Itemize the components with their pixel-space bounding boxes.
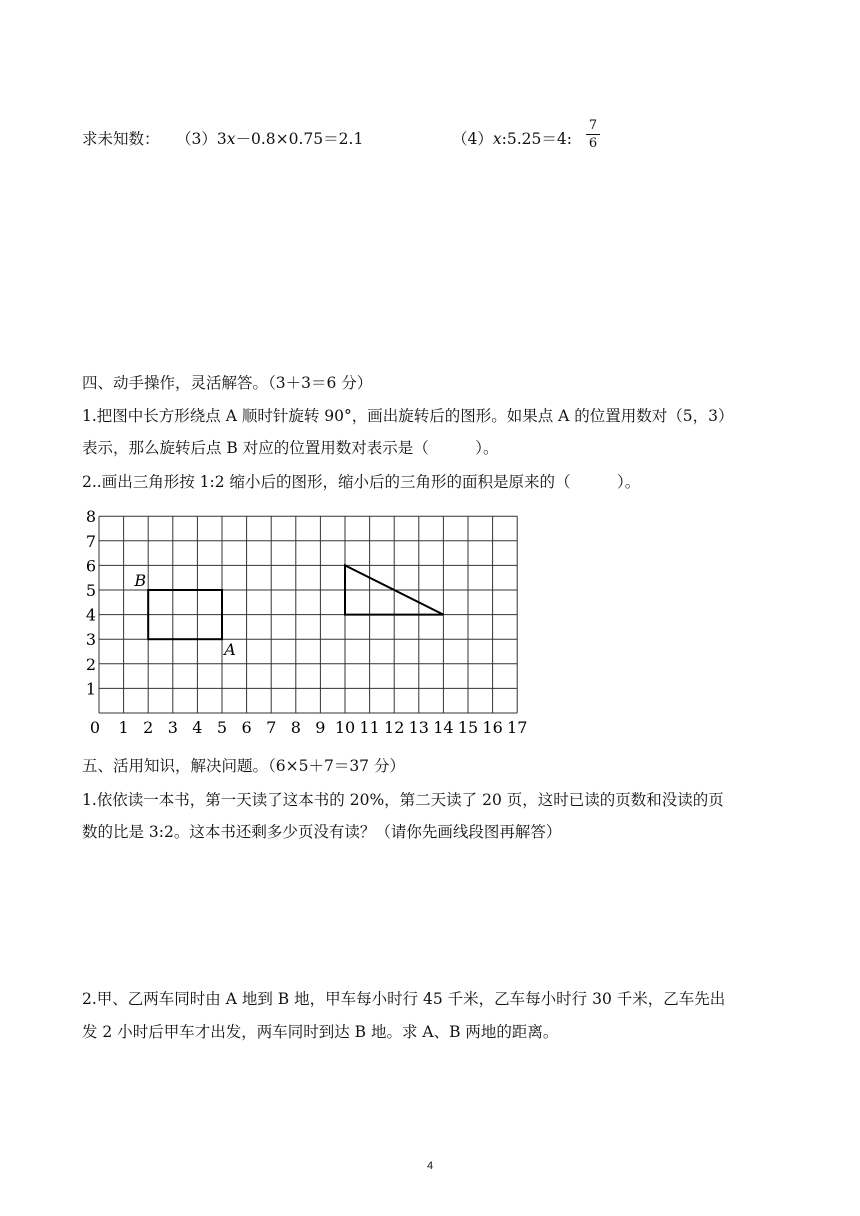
tick-labels xyxy=(86,507,527,737)
x-tick-label: 6 xyxy=(241,718,252,737)
x-tick-label: 7 xyxy=(266,718,277,737)
fraction-denominator: 6 xyxy=(588,136,598,151)
x-tick-label: 5 xyxy=(216,718,228,737)
y-tick-label: 5 xyxy=(85,581,97,600)
section4-heading: 四、动手操作，灵活解答。（3＋3＝6 分） xyxy=(82,374,373,392)
shapes xyxy=(133,565,443,659)
section5-q1-line2: 数的比是 3:2。这本书还剩多少页没有读？（请你先画线段图再解答） xyxy=(82,823,562,841)
x-tick-label: 2 xyxy=(143,718,154,737)
y-tick-label: 3 xyxy=(85,630,97,650)
y-tick-label: 7 xyxy=(85,531,97,551)
x-tick-label: 17 xyxy=(507,718,528,737)
x-tick-label: 13 xyxy=(408,718,429,737)
section4-q1-line2: 表示，那么旋转后点 B 对应的位置用数对表示是（ ）。 xyxy=(82,439,499,457)
equations-prefix: 求未知数： xyxy=(82,130,160,148)
equation-4-label: （4） xyxy=(452,130,493,148)
point-label-a: A xyxy=(224,640,236,660)
equation-3-coef: 3 xyxy=(216,130,227,148)
y-tick-label: 2 xyxy=(85,654,97,674)
x-tick-label: 15 xyxy=(457,718,479,737)
y-tick-label: 4 xyxy=(85,605,97,625)
y-tick-label: 1 xyxy=(85,679,97,699)
section5-q1-line1: 1.依依读一本书，第一天读了这本书的 20%，第二天读了 20 页，这时已读的页数和没读的页 xyxy=(82,791,724,809)
y-tick-label: 6 xyxy=(85,556,97,576)
equation-3-var: x xyxy=(226,130,236,148)
coordinate-grid xyxy=(78,505,548,737)
fraction-bar xyxy=(586,134,600,135)
equation-3-label: （3） xyxy=(176,130,217,148)
x-tick-label: 10 xyxy=(334,718,356,737)
equation-4 xyxy=(452,128,572,150)
section4-q2-line1: 2..画出三角形按 1:2 缩小后的图形，缩小后的三角形的面积是原来的（ ）。 xyxy=(82,473,641,491)
y-tick-label: 8 xyxy=(85,507,97,527)
x-tick-label: 12 xyxy=(384,718,405,737)
point-label-b: B xyxy=(134,571,147,590)
equation-4-var: x xyxy=(492,130,502,148)
x-tick-label: 14 xyxy=(433,718,454,737)
section5-q2-line2: 发 2 小时后甲车才出发，两车同时到达 B 地。求 A、B 两地的距离。 xyxy=(82,1023,559,1041)
fraction-numerator: 7 xyxy=(588,118,598,133)
section5-q2-line1: 2.甲、乙两车同时由 A 地到 B 地，甲车每小时行 45 千米，乙车每小时行 30 千米，乙车先出 xyxy=(82,990,726,1008)
equation-3 xyxy=(176,128,363,150)
section5-heading: 五、活用知识，解决问题。（6×5＋7＝37 分） xyxy=(82,757,405,775)
x-tick-label: 1 xyxy=(118,718,129,737)
x-tick-label: 0 xyxy=(89,718,101,737)
x-tick-label: 9 xyxy=(315,718,326,737)
page-number: 4 xyxy=(426,1160,434,1172)
x-tick-label: 11 xyxy=(359,718,380,737)
section4-q1-line1: 1.把图中长方形绕点 A 顺时针旋转 90°，画出旋转后的图形。如果点 A 的位置用数对（5，3） xyxy=(82,407,734,425)
equation-3-rest: －0.8×0.75＝2.1 xyxy=(235,130,364,148)
x-tick-label: 8 xyxy=(290,718,301,737)
x-tick-label: 3 xyxy=(167,718,178,737)
x-tick-label: 16 xyxy=(482,718,503,737)
equation-4-rest: :5.25＝4: xyxy=(501,130,572,148)
equation-4-fraction xyxy=(586,118,600,151)
x-tick-label: 4 xyxy=(192,718,203,737)
grid-lines xyxy=(99,516,517,713)
